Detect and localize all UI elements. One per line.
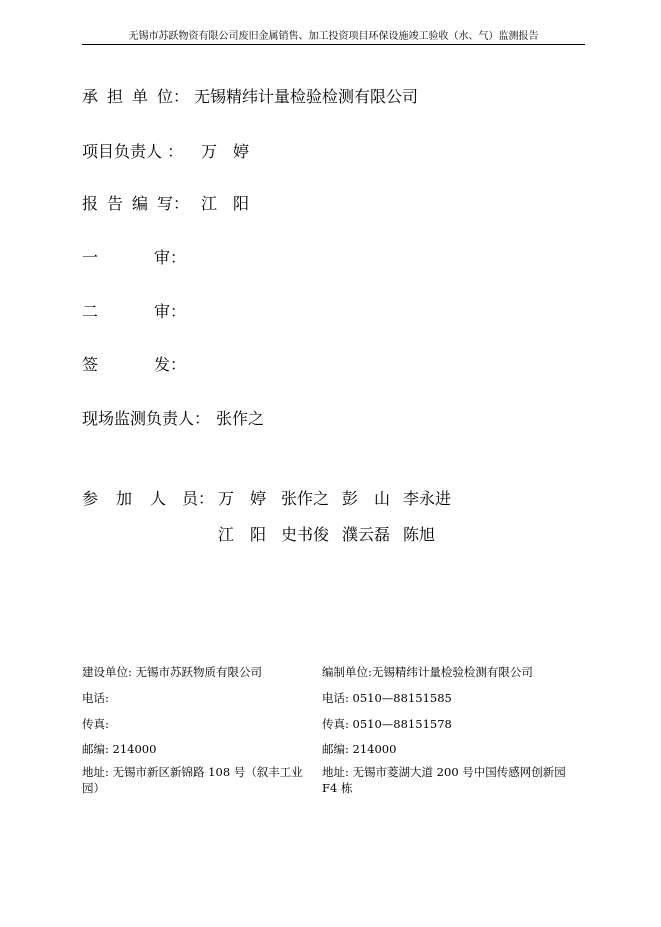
field-lead-value: 张作之 (216, 409, 265, 428)
compiler-phone: 电话: 0510—88151585 (322, 691, 452, 705)
participants-label-char-3: 人 (150, 489, 167, 508)
compiler-unit: 编制单位:无锡精纬计量检验检测有限公司 (322, 665, 533, 679)
builder-postcode: 邮编: 214000 (82, 742, 157, 756)
report-author-label-char-1: 报 (82, 194, 99, 213)
first-review-row (82, 248, 382, 268)
field-lead-label: 现场监测负责人： (82, 409, 211, 428)
report-author-row (82, 194, 382, 214)
compiler-address: 地址: 无锡市菱湖大道 200 号中国传感网创新园 F4 栋 (322, 765, 566, 795)
undertaker-label-char-1: 承 (82, 87, 99, 106)
undertaker-label-char-3: 单 (132, 87, 149, 106)
second-review-label-char-2: 审： (154, 302, 187, 321)
participants-names-line-2 (218, 525, 518, 545)
undertaker-row (82, 87, 582, 107)
builder-phone: 电话: (82, 691, 109, 705)
second-review-row (82, 302, 382, 322)
participant-name: 张作之 (281, 489, 330, 508)
participants-label-char-2: 加 (116, 489, 133, 508)
second-review-label-char-1: 二 (82, 302, 99, 321)
participant-name: 濮云磊 (342, 525, 391, 544)
first-review-label-char-2: 审： (154, 248, 187, 267)
header-rule (82, 44, 585, 45)
undertaker-label-char-2: 担 (107, 87, 124, 106)
field-lead-row (82, 409, 382, 429)
undertaker-label-char-4: 位： (157, 87, 190, 106)
builder-address: 地址: 无锡市新区新锦路 108 号（叙丰工业园） (82, 765, 303, 795)
participants-names-line-1 (218, 489, 518, 509)
issued-by-row (82, 355, 382, 375)
page-header-title: 无锡市苏跃物资有限公司废旧金属销售、加工投资项目环保设施竣工验收（水、气）监测报告 (128, 31, 539, 42)
builder-fax: 传真: (82, 717, 109, 731)
project-lead-label: 项目负责人 ： (82, 142, 184, 161)
undertaker-value: 无锡精纬计量检验检测有限公司 (194, 87, 419, 106)
participant-name: 李永进 (403, 489, 452, 508)
project-lead-row (82, 142, 382, 162)
report-author-value: 江 阳 (201, 194, 250, 213)
participants-label-char-1: 参 (82, 489, 99, 508)
participant-name: 江 阳 (218, 525, 267, 544)
participant-name: 陈旭 (403, 525, 436, 544)
project-lead-value: 万 婷 (201, 142, 250, 161)
first-review-label-char-1: 一 (82, 248, 99, 267)
compiler-fax: 传真: 0510—88151578 (322, 717, 452, 731)
participants-label-char-4: 员： (182, 489, 215, 508)
participant-name: 史书俊 (281, 525, 330, 544)
report-author-label-char-2: 告 (107, 194, 124, 213)
builder-unit: 建设单位: 无锡市苏跃物质有限公司 (82, 665, 263, 679)
participant-name: 彭 山 (342, 489, 391, 508)
compiler-postcode: 邮编: 214000 (322, 742, 397, 756)
report-author-label-char-3: 编 (132, 194, 149, 213)
issued-by-label-char-1: 签 (82, 355, 99, 374)
report-author-label-char-4: 写： (157, 194, 190, 213)
participant-name: 万 婷 (218, 489, 267, 508)
issued-by-label-char-2: 发： (154, 355, 187, 374)
